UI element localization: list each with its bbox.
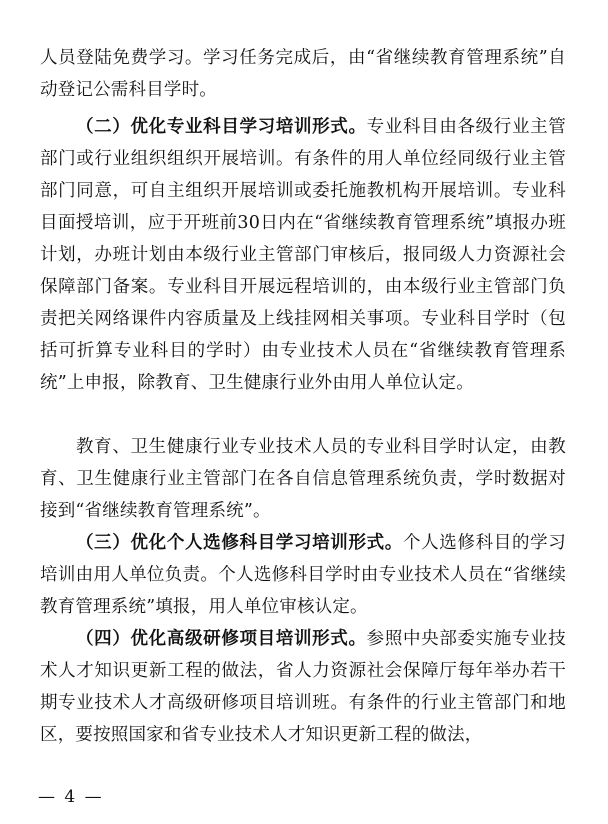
paragraph-text: 个人选修科目的学习培训由用人单位负责。个人选修科目学时由专业技术人员在“省继续教育管理系统”填报，用人单位审核认定。 [40, 533, 566, 617]
paragraph-continuation [40, 42, 566, 106]
paragraph-text: 人员登陆免费学习。学习任务完成后，由“省继续教育管理系统”自动登记公需科目学时。 [40, 48, 566, 100]
paragraph-education-health [40, 431, 566, 527]
paragraph-advanced-training [40, 623, 566, 751]
section-heading-4: （四）优化高级研修项目培训形式。 [76, 629, 367, 649]
section-heading-2: （二）优化专业科目学习培训形式。 [76, 117, 367, 137]
document-page [40, 0, 566, 824]
paragraph-professional-subjects [40, 111, 566, 399]
paragraph-text: 专业科目由各级行业主管部门或行业组织组织开展培训。有条件的用人单位经同级行业主管部门同意，可自主组织开展培训或委托施教机构开展培训。专业科目面授培训，应于开班前30日内在“省继续教育管理系统”填报办班计划，办班计划由本级行业主管部门审核后，报同级人力资源社会保障部门备案。专业科目开展远程培训的，由本级行业主管部门负责把关网络课件内容质量及上线挂网相关事项。专业科目学时（包括可折算专业科目的学时）由专业技术人员在“省继续教育管理系统”上申报，除教育、卫生健康行业外由用人单位认定。 [40, 117, 567, 393]
paragraph-text: 参照中央部委实施专业技术人才知识更新工程的做法，省人力资源社会保障厅每年举办若干期专业技术人才高级研修项目培训班。有条件的行业主管部门和地区，要按照国家和省专业技术人才知识更新工程的做法， [40, 629, 567, 745]
paragraph-text: 教育、卫生健康行业专业技术人员的专业科目学时认定，由教育、卫生健康行业主管部门在各自信息管理系统负责，学时数据对接到“省继续教育管理系统”。 [40, 437, 566, 521]
paragraph-elective-subjects [40, 527, 566, 623]
page-number: — 4 — [38, 787, 104, 807]
section-heading-3: （三）优化个人选修科目学习培训形式。 [76, 533, 403, 553]
